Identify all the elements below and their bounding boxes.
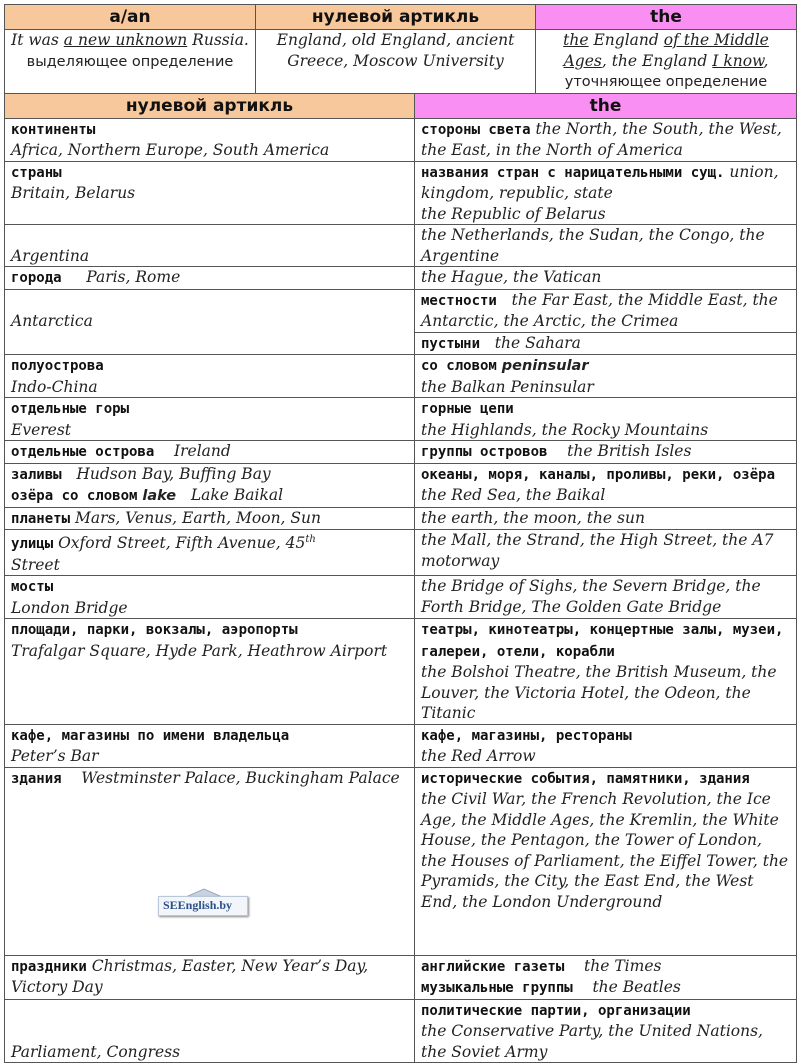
label: мосты bbox=[11, 579, 53, 595]
example: Argentina bbox=[11, 247, 89, 265]
example: the Sahara bbox=[495, 334, 581, 352]
intro-the-t3: , bbox=[763, 52, 768, 70]
example: the Red Sea, the Baikal bbox=[421, 486, 605, 504]
example: the Mall, the Strand, the High Street, the A7 motorway bbox=[421, 531, 773, 570]
table-row bbox=[5, 576, 797, 619]
table-row bbox=[5, 267, 797, 290]
label: праздники bbox=[11, 959, 87, 975]
intro-a-an-text-post: Russia. bbox=[187, 31, 249, 49]
example: Antarctica bbox=[11, 312, 93, 330]
example: Christmas, Easter, New Year’s Day, Victory Day bbox=[11, 957, 368, 997]
seenglish-logo bbox=[158, 890, 248, 916]
label: континенты bbox=[11, 122, 95, 138]
example: the Netherlands, the Sudan, the Congo, the Argentine bbox=[421, 226, 765, 265]
cell-deserts bbox=[415, 332, 797, 355]
cell-planets bbox=[5, 507, 415, 530]
main-table bbox=[4, 93, 797, 1063]
cell-owner-cafes bbox=[5, 724, 415, 767]
example: the Bridge of Sighs, the Severn Bridge, the Forth Bridge, The Golden Gate Bridge bbox=[421, 577, 761, 616]
example: the earth, the moon, the sun bbox=[421, 509, 645, 527]
intro-zero-text: England, old England, ancient Greece, Moscow University bbox=[277, 31, 515, 70]
table-row bbox=[5, 225, 797, 267]
intro-table bbox=[4, 4, 797, 94]
label: океаны, моря, каналы, проливы, реки, озёра bbox=[421, 467, 775, 483]
example: the Far East, the Middle East, the Antarctic, the Arctic, the Crimea bbox=[421, 291, 778, 331]
cell-single-islands bbox=[5, 441, 415, 464]
example: union, kingdom, republic, state bbox=[421, 163, 779, 203]
table-row bbox=[5, 619, 797, 725]
example: the Beatles bbox=[592, 978, 680, 996]
label: политические партии, организации bbox=[421, 1003, 691, 1019]
example: Ireland bbox=[174, 442, 231, 460]
example: Indo-China bbox=[11, 378, 98, 396]
label: страны bbox=[11, 165, 62, 181]
keyword: peninsular bbox=[502, 358, 589, 374]
example: Parliament, Congress bbox=[11, 1043, 180, 1061]
label: пустыни bbox=[421, 336, 480, 352]
intro-the-u2: of the Middle Ages bbox=[564, 31, 769, 70]
cell-bridges bbox=[5, 576, 415, 619]
label: местности bbox=[421, 293, 497, 309]
cell-cardinal-points bbox=[415, 118, 797, 161]
example: the Republic of Belarus bbox=[421, 205, 606, 223]
example: the Civil War, the French Revolution, the Ice Age, the Middle Ages, the Kremlin, the White House, the Pentagon, the Tower of London, the Houses of Parliament, the Eiffel Tower, the Pyramids, the City, the East End, the West End, the London Underground bbox=[421, 790, 788, 911]
example: Paris, Rome bbox=[86, 268, 180, 286]
example: the Times bbox=[584, 957, 661, 975]
table-row bbox=[5, 767, 797, 955]
table-row bbox=[5, 955, 797, 999]
cell-historic bbox=[415, 767, 797, 955]
label: полуострова bbox=[11, 358, 104, 374]
example: Lake Baikal bbox=[191, 486, 283, 504]
table-row bbox=[5, 441, 797, 464]
cell-regions bbox=[415, 289, 797, 332]
header-zero-article: нулевой артикль bbox=[256, 5, 536, 30]
example: the Balkan Peninsular bbox=[421, 378, 594, 396]
example: Peter’s Bar bbox=[11, 747, 99, 765]
label: исторические события, памятники, здания bbox=[421, 771, 750, 787]
intro-the-u1: the bbox=[563, 31, 588, 49]
label: кафе, магазины, рестораны bbox=[421, 728, 632, 744]
table-row bbox=[5, 355, 797, 398]
label: планеты bbox=[11, 511, 70, 527]
cell-cafes bbox=[415, 724, 797, 767]
label: английские газеты bbox=[421, 959, 564, 975]
cell-newspapers-bands bbox=[415, 955, 797, 999]
cell-squares-parks bbox=[5, 619, 415, 725]
table-row bbox=[5, 530, 797, 576]
cell-parliament bbox=[5, 999, 415, 1063]
intro-the-cell bbox=[536, 30, 797, 94]
cell-buildings bbox=[5, 767, 415, 955]
cell-oceans-seas bbox=[415, 463, 797, 507]
table-row bbox=[5, 289, 797, 332]
cell-island-groups bbox=[415, 441, 797, 464]
table-row bbox=[5, 118, 797, 161]
example: Britain, Belarus bbox=[11, 184, 135, 202]
label: названия стран с нарицательными сущ. bbox=[421, 165, 724, 181]
table-row bbox=[5, 463, 797, 507]
intro-a-an-underlined: a new unknown bbox=[64, 31, 187, 49]
label: стороны света bbox=[421, 122, 531, 138]
superscript: th bbox=[305, 534, 315, 545]
logo-box bbox=[158, 896, 248, 916]
intro-the-t1: England bbox=[589, 31, 664, 49]
logo-text: SEEnglish.by bbox=[163, 898, 232, 913]
cell-peninsulas bbox=[5, 355, 415, 398]
label: театры, кинотеатры, концертные залы, музеи, галереи, отели, корабли bbox=[421, 622, 783, 660]
cell-cities bbox=[5, 267, 415, 290]
label: здания bbox=[11, 771, 62, 787]
example: the British Isles bbox=[567, 442, 691, 460]
example: the North, the South, the West, the East, in the North of America bbox=[421, 120, 782, 160]
header-the: the bbox=[536, 5, 797, 30]
table-row bbox=[5, 724, 797, 767]
example: Street bbox=[11, 556, 60, 574]
label: со словом bbox=[421, 358, 497, 374]
example: the Bolshoi Theatre, the British Museum, the Louver, the Victoria Hotel, the Odeon, the Titanic bbox=[421, 663, 777, 722]
example: the Hague, the Vatican bbox=[421, 268, 601, 286]
example: Hudson Bay, Buffing Bay bbox=[76, 465, 270, 483]
cell-the-planets bbox=[415, 507, 797, 530]
table-row bbox=[5, 161, 797, 225]
label: музыкальные группы bbox=[421, 980, 573, 996]
label: площади, парки, вокзалы, аэропорты bbox=[11, 622, 298, 638]
cell-the-cities bbox=[415, 267, 797, 290]
cell-theatres bbox=[415, 619, 797, 725]
cell-parties bbox=[415, 999, 797, 1063]
label: отдельные горы bbox=[11, 401, 129, 417]
subheader-the: the bbox=[415, 93, 797, 118]
example: the Highlands, the Rocky Mountains bbox=[421, 421, 708, 439]
example: Oxford Street, Fifth Avenue, 45 bbox=[53, 534, 305, 552]
intro-the-note: уточняющее определение bbox=[565, 74, 767, 90]
cell-continents bbox=[5, 118, 415, 161]
cell-bays-lakes bbox=[5, 463, 415, 507]
example: the Conservative Party, the United Nations, the Soviet Army bbox=[421, 1022, 763, 1061]
intro-zero-cell bbox=[256, 30, 536, 94]
example: Mars, Venus, Earth, Moon, Sun bbox=[75, 509, 321, 527]
cell-peninsular bbox=[415, 355, 797, 398]
cell-argentina bbox=[5, 225, 415, 267]
example: Africa, Northern Europe, South America bbox=[11, 141, 329, 159]
intro-a-an-text-pre: It was bbox=[11, 31, 64, 49]
cell-country-common-nouns bbox=[415, 161, 797, 225]
cell-the-streets bbox=[415, 530, 797, 576]
table-row bbox=[5, 507, 797, 530]
intro-a-an-note: выделяющее определение bbox=[27, 54, 234, 70]
example: the Red Arrow bbox=[421, 747, 536, 765]
label: горные цепи bbox=[421, 401, 514, 417]
intro-a-an-cell bbox=[5, 30, 256, 94]
cell-holidays bbox=[5, 955, 415, 999]
label: города bbox=[11, 270, 62, 286]
cell-streets bbox=[5, 530, 415, 576]
label: отдельные острова bbox=[11, 444, 154, 460]
cell-countries bbox=[5, 161, 415, 225]
cell-mountain-ranges bbox=[415, 398, 797, 441]
label: заливы bbox=[11, 467, 62, 483]
label: улицы bbox=[11, 536, 53, 552]
table-row bbox=[5, 398, 797, 441]
keyword: lake bbox=[142, 488, 176, 504]
cell-the-countries bbox=[415, 225, 797, 267]
example: Trafalgar Square, Hyde Park, Heathrow Airport bbox=[11, 642, 387, 660]
articles-table-sheet bbox=[4, 4, 796, 1063]
cell-the-bridges bbox=[415, 576, 797, 619]
table-row bbox=[5, 999, 797, 1063]
label: кафе, магазины по имени владельца bbox=[11, 728, 289, 744]
subheader-zero-article: нулевой артикль bbox=[5, 93, 415, 118]
intro-the-t2: , the England bbox=[602, 52, 712, 70]
example: Everest bbox=[11, 421, 71, 439]
example: London Bridge bbox=[11, 599, 128, 617]
cell-single-mountains bbox=[5, 398, 415, 441]
cell-antarctica bbox=[5, 289, 415, 355]
label: группы островов bbox=[421, 444, 547, 460]
intro-the-u3: I know bbox=[712, 52, 763, 70]
example: Westminster Palace, Buckingham Palace bbox=[81, 769, 399, 787]
label: озёра со словом bbox=[11, 488, 137, 504]
header-a-an: a/an bbox=[5, 5, 256, 30]
